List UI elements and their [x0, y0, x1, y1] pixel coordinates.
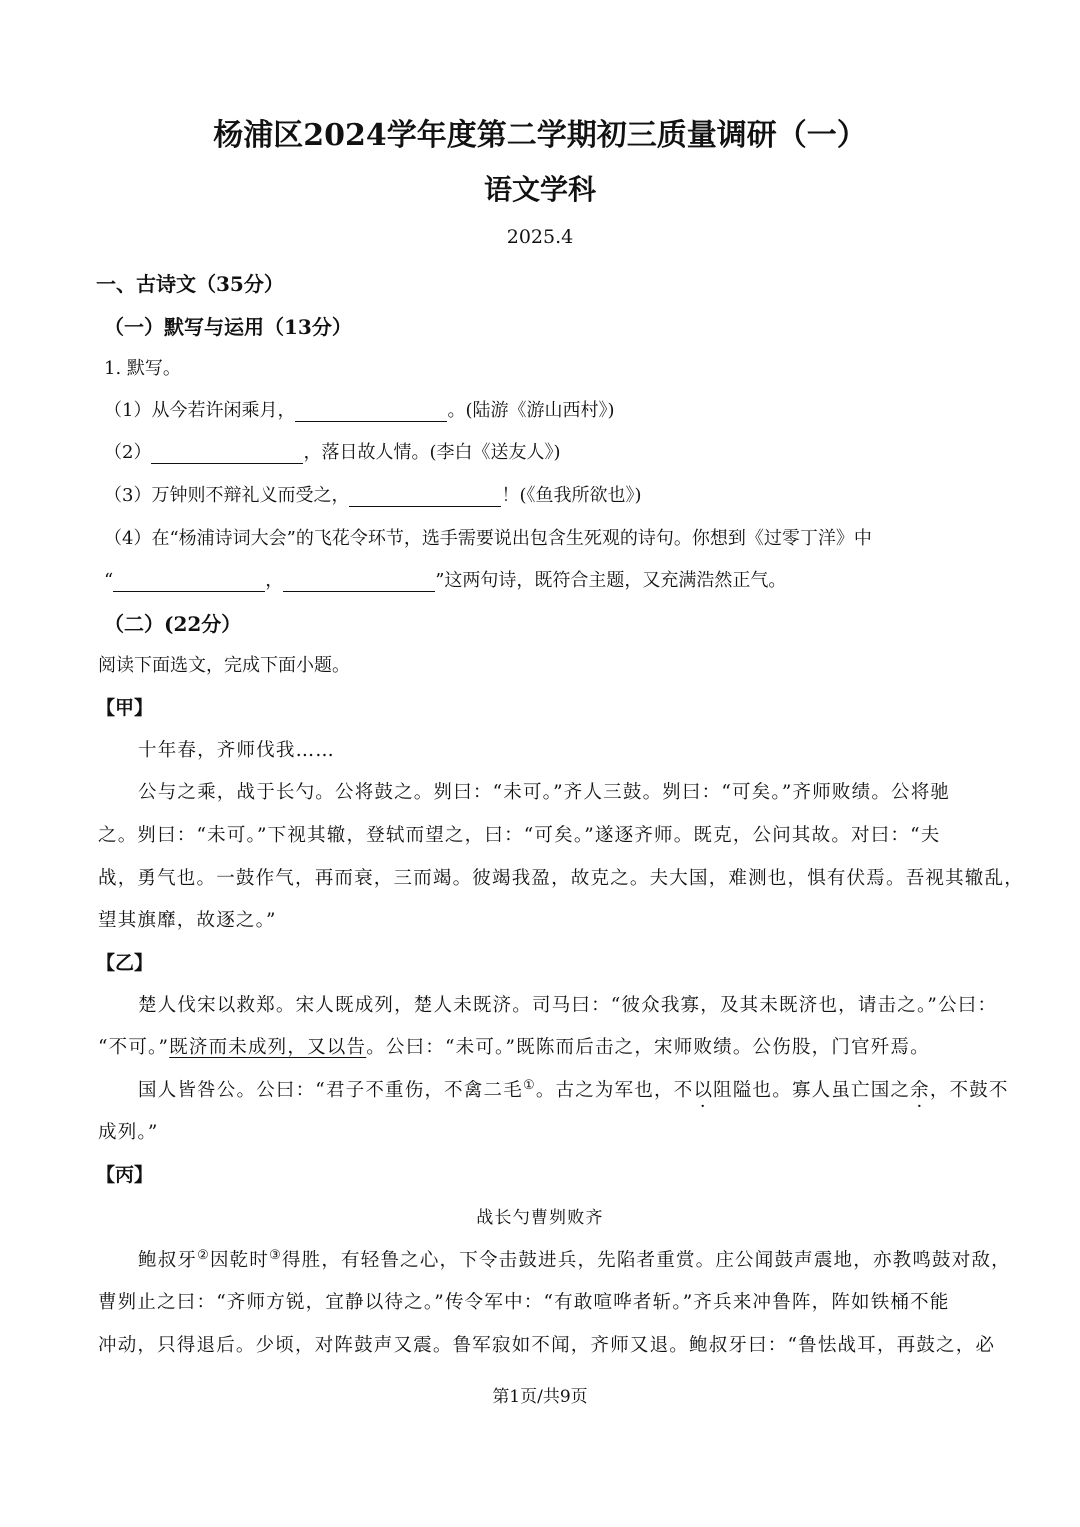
question-1-label: 1. 默写。	[104, 358, 181, 379]
q1-4-open-quote: “	[104, 570, 114, 591]
q1-4-comma: ，	[265, 570, 284, 591]
underlined-sentence: 既济而未成列，又以告	[169, 1037, 367, 1058]
question-1-3	[104, 481, 642, 507]
question-1-4-line1: （4）在“杨浦诗词大会”的飞花令环节，选手需要说出包含生死观的诗句。你想到《过零丁洋》中	[104, 528, 872, 549]
jia-paragraph-2-line-1: 公与之乘，战于长勺。公将鼓之。刿曰：“未可。”齐人三鼓。刿曰：“可矣。”齐师败绩。公将驰	[138, 782, 951, 803]
question-1-4-line2	[104, 566, 786, 592]
jia-paragraph-1: 十年春，齐师伐我……	[138, 740, 336, 761]
page-number: 第1页/共9页	[492, 1387, 588, 1407]
section-heading-classical: 一、古诗文（35分）	[96, 272, 284, 296]
answer-blank-2[interactable]	[151, 445, 303, 464]
yi-p2-part-a: 国人皆咎公。公曰：“君子不重伤，不禽二毛	[138, 1080, 523, 1101]
footnote-marker-3: ③	[269, 1247, 282, 1263]
answer-blank-1[interactable]	[295, 403, 447, 422]
reading-instruction: 阅读下面选文，完成下面小题。	[98, 655, 350, 676]
bing-paragraph-1-line-3: 冲动，只得退后。少顷，对阵鼓声又震。鲁军寂如不闻，齐师又退。鲍叔牙曰：“鲁怯战耳，再鼓之，必	[98, 1335, 996, 1356]
yi-p2-part-d: ，不鼓不	[929, 1080, 1009, 1101]
passage-yi-label: 【乙】	[96, 952, 154, 974]
bing-p1-part-a: 鲍叔牙	[138, 1250, 198, 1271]
exam-date: 2025.4	[506, 226, 574, 248]
yi-line-2-rest: 。公曰：“未可。”既陈而后击之，宋师败绩。公伤股，门官歼焉。	[366, 1037, 930, 1058]
yi-p2-part-b: 。古之为军也，不	[535, 1080, 694, 1101]
jia-paragraph-2-line-4: 望其旗靡，故逐之。”	[98, 910, 277, 931]
question-1-2	[104, 438, 561, 464]
jia-paragraph-2-line-2: 之。刿曰：“未可。”下视其辙，登轼而望之，曰：“可矣。”遂逐齐师。既克，公问其故。对曰：“夫	[98, 825, 941, 846]
passage-bing-label: 【丙】	[96, 1164, 154, 1186]
q1-3-prompt: （3）万钟则不辩礼义而受之，	[104, 485, 350, 506]
answer-blank-5[interactable]	[283, 573, 435, 592]
yi-p2-part-c: 阻隘也。寡人虽亡国之	[713, 1080, 911, 1101]
bing-paragraph-1-line-1	[138, 1246, 1011, 1272]
q1-4-tail: ”这两句诗，既符合主题，又充满浩然正气。	[435, 570, 787, 591]
yi-paragraph-2-line-1	[138, 1076, 1009, 1102]
jia-paragraph-2-line-3: 战，勇气也。一鼓作气，再而衰，三而竭。彼竭我盈，故克之。夫大国，难测也，惧有伏焉。吾视其辙乱，	[98, 868, 1024, 889]
q1-1-prompt: （1）从今若许闲乘月，	[104, 400, 296, 421]
q1-2-source: ，落日故人情。(李白《送友人》)	[303, 442, 561, 463]
passage-jia-label: 【甲】	[96, 697, 154, 719]
emphasis-char-yi: 以	[693, 1080, 714, 1101]
footnote-marker-1: ①	[522, 1077, 536, 1093]
page-title: 杨浦区2024学年度第二学期初三质量调研（一）	[213, 118, 867, 153]
passage-bing-title: 战长勺曹刿败齐	[476, 1208, 604, 1228]
bing-paragraph-1-line-2: 曹刿止之曰：“齐师方锐，宜静以待之。”传令军中：“有敢喧哗者斩。”齐兵来冲鲁阵，阵如铁桶不能	[98, 1292, 950, 1313]
footnote-marker-2: ②	[197, 1247, 210, 1263]
yi-paragraph-1-line-2	[98, 1033, 930, 1059]
yi-paragraph-1-line-1: 楚人伐宋以救郑。宋人既成列，楚人未既济。司马曰：“彼众我寡，及其未既济也，请击之。”公曰：	[138, 995, 998, 1016]
bing-p1-part-b: 因乾时	[209, 1250, 270, 1271]
q1-3-source: ！(《鱼我所欲也》)	[501, 485, 642, 506]
q1-2-num: （2）	[104, 442, 152, 463]
part2-heading: （二）(22分）	[104, 612, 242, 636]
yi-paragraph-2-line-2: 成列。”	[98, 1122, 159, 1143]
bing-p1-part-c: 得胜，有轻鲁之心，下令击鼓进兵，先陷者重赏。庄公闻鼓声震地，亦教鸣鼓对敌，	[281, 1250, 1011, 1271]
emphasis-char-yu: 余	[910, 1080, 930, 1101]
question-1-1	[104, 396, 615, 422]
yi-quote-not-allowed: “不可。”	[98, 1037, 170, 1058]
answer-blank-3[interactable]	[349, 488, 501, 507]
part1-heading: （一）默写与运用（13分）	[104, 315, 352, 339]
answer-blank-4[interactable]	[113, 573, 265, 592]
subject-title: 语文学科	[483, 173, 596, 206]
q1-1-source: 。(陆游《游山西村》)	[447, 400, 615, 421]
